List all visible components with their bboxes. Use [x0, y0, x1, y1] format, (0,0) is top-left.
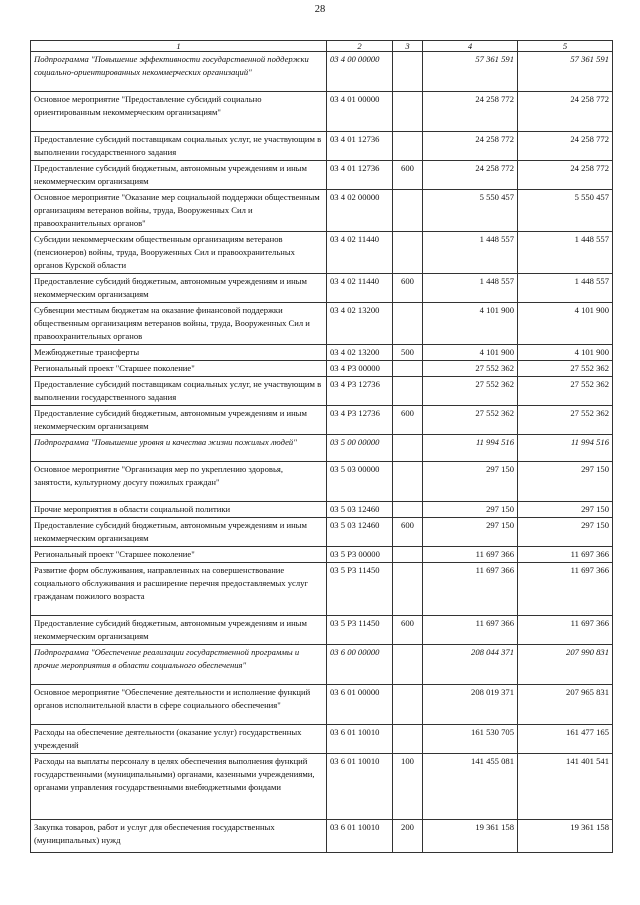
row-name-cell: Региональный проект "Старшее поколение" — [31, 361, 327, 377]
row-amount-year2-cell: 27 552 362 — [518, 361, 613, 377]
row-amount-year1-cell: 1 448 557 — [423, 274, 518, 303]
header-col-5: 5 — [518, 41, 613, 52]
table-row — [31, 820, 613, 853]
row-amount-year2-cell: 19 361 158 — [518, 820, 613, 853]
row-code-cell: 03 6 01 10010 — [327, 820, 393, 853]
row-code-cell: 03 5 P3 00000 — [327, 547, 393, 563]
row-amount-year1-cell: 27 552 362 — [423, 361, 518, 377]
row-code-cell: 03 5 P3 11450 — [327, 563, 393, 616]
table-row — [31, 754, 613, 820]
table-row — [31, 685, 613, 725]
table-row — [31, 161, 613, 190]
row-amount-year1-cell: 11 697 366 — [423, 616, 518, 645]
row-code-cell: 03 4 P3 12736 — [327, 406, 393, 435]
row-expense-type-cell — [393, 563, 423, 616]
row-amount-year1-cell: 27 552 362 — [423, 377, 518, 406]
row-amount-year2-cell: 57 361 591 — [518, 52, 613, 92]
row-expense-type-cell: 500 — [393, 345, 423, 361]
row-code-cell: 03 4 02 13200 — [327, 303, 393, 345]
table-row — [31, 232, 613, 274]
row-code-cell: 03 4 01 00000 — [327, 92, 393, 132]
row-code-cell: 03 6 01 10010 — [327, 754, 393, 820]
row-amount-year1-cell: 1 448 557 — [423, 232, 518, 274]
row-amount-year2-cell: 161 477 165 — [518, 725, 613, 754]
table-body — [31, 52, 613, 853]
row-amount-year2-cell: 207 965 831 — [518, 685, 613, 725]
row-amount-year2-cell: 24 258 772 — [518, 132, 613, 161]
row-name-cell: Основное мероприятие "Оказание мер социальной поддержки общественным организациям ветеранов войны, труда, Вооруженных Сил и правоохранительных органов" — [31, 190, 327, 232]
row-amount-year1-cell: 11 697 366 — [423, 563, 518, 616]
row-name-cell: Подпрограмма "Обеспечение реализации государственной программы и прочие мероприятия в области социального обеспечения" — [31, 645, 327, 685]
row-code-cell: 03 4 02 00000 — [327, 190, 393, 232]
row-code-cell: 03 5 03 12460 — [327, 502, 393, 518]
row-amount-year1-cell: 27 552 362 — [423, 406, 518, 435]
row-name-cell: Предоставление субсидий бюджетным, автономным учреждениям и иным некоммерческим организациям — [31, 616, 327, 645]
row-amount-year1-cell: 208 044 371 — [423, 645, 518, 685]
row-name-cell: Предоставление субсидий бюджетным, автономным учреждениям и иным некоммерческим организациям — [31, 274, 327, 303]
row-amount-year2-cell: 4 101 900 — [518, 303, 613, 345]
row-amount-year2-cell: 5 550 457 — [518, 190, 613, 232]
row-name-cell: Расходы на выплаты персоналу в целях обеспечения выполнения функций государственными (муниципальными) органами, казенными учреждениями, органами управления государственными внебюджетными фондами — [31, 754, 327, 820]
table-row — [31, 361, 613, 377]
header-col-4: 4 — [423, 41, 518, 52]
row-name-cell: Основное мероприятие "Обеспечение деятельности и исполнение функций органов исполнительной власти в сфере социального обеспечения" — [31, 685, 327, 725]
row-name-cell: Предоставление субсидий бюджетным, автономным учреждениям и иным некоммерческим организациям — [31, 161, 327, 190]
table-row — [31, 435, 613, 462]
table-row — [31, 274, 613, 303]
table-row — [31, 190, 613, 232]
row-amount-year1-cell: 297 150 — [423, 518, 518, 547]
row-name-cell: Предоставление субсидий бюджетным, автономным учреждениям и иным некоммерческим организациям — [31, 406, 327, 435]
row-code-cell: 03 6 01 10010 — [327, 725, 393, 754]
row-code-cell: 03 4 01 12736 — [327, 132, 393, 161]
row-expense-type-cell — [393, 685, 423, 725]
row-amount-year1-cell: 4 101 900 — [423, 345, 518, 361]
row-amount-year2-cell: 141 401 541 — [518, 754, 613, 820]
table-row — [31, 502, 613, 518]
row-code-cell: 03 4 02 13200 — [327, 345, 393, 361]
row-name-cell: Основное мероприятие "Предоставление субсидий социально ориентированным некоммерческим организациям" — [31, 92, 327, 132]
header-col-3: 3 — [393, 41, 423, 52]
row-expense-type-cell: 600 — [393, 406, 423, 435]
table-row — [31, 303, 613, 345]
row-amount-year2-cell: 207 990 831 — [518, 645, 613, 685]
row-amount-year1-cell: 297 150 — [423, 462, 518, 502]
row-amount-year2-cell: 297 150 — [518, 518, 613, 547]
row-code-cell: 03 6 01 00000 — [327, 685, 393, 725]
row-name-cell: Субсидии некоммерческим общественным организациям ветеранов (пенсионеров) войны, труда, Вооруженных Сил и правоохранительных органов Курской области — [31, 232, 327, 274]
row-expense-type-cell — [393, 232, 423, 274]
row-amount-year2-cell: 4 101 900 — [518, 345, 613, 361]
row-amount-year1-cell: 24 258 772 — [423, 132, 518, 161]
row-expense-type-cell — [393, 190, 423, 232]
row-name-cell: Предоставление субсидий бюджетным, автономным учреждениям и иным некоммерческим организациям — [31, 518, 327, 547]
row-amount-year2-cell: 27 552 362 — [518, 377, 613, 406]
row-name-cell: Межбюджетные трансферты — [31, 345, 327, 361]
row-name-cell: Предоставление субсидий поставщикам социальных услуг, не участвующим в выполнении государственного задания — [31, 377, 327, 406]
table-row — [31, 547, 613, 563]
row-amount-year1-cell: 19 361 158 — [423, 820, 518, 853]
row-expense-type-cell: 100 — [393, 754, 423, 820]
row-amount-year1-cell: 57 361 591 — [423, 52, 518, 92]
row-expense-type-cell — [393, 645, 423, 685]
row-name-cell: Региональный проект "Старшее поколение" — [31, 547, 327, 563]
row-amount-year1-cell: 11 697 366 — [423, 547, 518, 563]
row-expense-type-cell — [393, 303, 423, 345]
row-expense-type-cell — [393, 725, 423, 754]
row-expense-type-cell — [393, 462, 423, 502]
row-name-cell: Закупка товаров, работ и услуг для обеспечения государственных (муниципальных) нужд — [31, 820, 327, 853]
row-amount-year1-cell: 297 150 — [423, 502, 518, 518]
row-amount-year2-cell: 11 697 366 — [518, 563, 613, 616]
row-amount-year2-cell: 297 150 — [518, 462, 613, 502]
row-code-cell: 03 4 02 11440 — [327, 232, 393, 274]
page-number: 28 — [314, 4, 326, 15]
row-code-cell: 03 4 P3 00000 — [327, 361, 393, 377]
row-name-cell: Расходы на обеспечение деятельности (оказание услуг) государственных учреждений — [31, 725, 327, 754]
row-amount-year1-cell: 11 994 516 — [423, 435, 518, 462]
row-amount-year2-cell: 24 258 772 — [518, 161, 613, 190]
row-expense-type-cell: 600 — [393, 274, 423, 303]
row-name-cell: Субвенции местным бюджетам на оказание финансовой поддержки общественным организациям ветеранов войны, труда, Вооруженных Сил и правоохранительных органов — [31, 303, 327, 345]
row-amount-year2-cell: 1 448 557 — [518, 232, 613, 274]
table-row — [31, 616, 613, 645]
row-amount-year1-cell: 5 550 457 — [423, 190, 518, 232]
row-code-cell: 03 4 P3 12736 — [327, 377, 393, 406]
row-expense-type-cell — [393, 435, 423, 462]
row-code-cell: 03 5 03 12460 — [327, 518, 393, 547]
row-name-cell: Предоставление субсидий поставщикам социальных услуг, не участвующим в выполнении государственного задания — [31, 132, 327, 161]
row-amount-year1-cell: 161 530 705 — [423, 725, 518, 754]
row-expense-type-cell — [393, 52, 423, 92]
row-expense-type-cell: 600 — [393, 161, 423, 190]
table-row — [31, 518, 613, 547]
row-expense-type-cell — [393, 361, 423, 377]
table-row — [31, 92, 613, 132]
table-row — [31, 377, 613, 406]
row-code-cell: 03 5 P3 11450 — [327, 616, 393, 645]
row-expense-type-cell — [393, 377, 423, 406]
row-code-cell: 03 6 00 00000 — [327, 645, 393, 685]
budget-table — [30, 40, 613, 853]
table-header-row — [31, 41, 613, 52]
row-amount-year2-cell: 1 448 557 — [518, 274, 613, 303]
row-code-cell: 03 4 02 11440 — [327, 274, 393, 303]
row-name-cell: Подпрограмма "Повышение эффективности государственной поддержки социально-ориентированных некоммерческих организаций" — [31, 52, 327, 92]
row-name-cell: Прочие мероприятия в области социальной политики — [31, 502, 327, 518]
row-amount-year1-cell: 24 258 772 — [423, 161, 518, 190]
row-code-cell: 03 5 03 00000 — [327, 462, 393, 502]
row-amount-year2-cell: 11 697 366 — [518, 616, 613, 645]
row-amount-year2-cell: 24 258 772 — [518, 92, 613, 132]
row-name-cell: Основное мероприятие "Организация мер по укреплению здоровья, занятости, культурному досугу пожилых граждан" — [31, 462, 327, 502]
row-expense-type-cell — [393, 132, 423, 161]
table-row — [31, 406, 613, 435]
table-row — [31, 52, 613, 92]
row-amount-year1-cell: 4 101 900 — [423, 303, 518, 345]
header-col-2: 2 — [327, 41, 393, 52]
row-amount-year1-cell: 141 455 081 — [423, 754, 518, 820]
row-expense-type-cell: 600 — [393, 616, 423, 645]
row-expense-type-cell — [393, 502, 423, 518]
row-expense-type-cell: 200 — [393, 820, 423, 853]
row-amount-year2-cell: 11 994 516 — [518, 435, 613, 462]
row-expense-type-cell — [393, 92, 423, 132]
table-row — [31, 563, 613, 616]
table-row — [31, 132, 613, 161]
row-expense-type-cell: 600 — [393, 518, 423, 547]
header-col-1: 1 — [31, 41, 327, 52]
row-code-cell: 03 5 00 00000 — [327, 435, 393, 462]
row-amount-year1-cell: 24 258 772 — [423, 92, 518, 132]
table-row — [31, 345, 613, 361]
row-amount-year2-cell: 11 697 366 — [518, 547, 613, 563]
row-amount-year2-cell: 27 552 362 — [518, 406, 613, 435]
row-name-cell: Развитие форм обслуживания, направленных на совершенствование социального обслуживания и расширение перечня предоставляемых услуг гражданам пожилого возраста — [31, 563, 327, 616]
row-amount-year1-cell: 208 019 371 — [423, 685, 518, 725]
row-code-cell: 03 4 00 00000 — [327, 52, 393, 92]
row-code-cell: 03 4 01 12736 — [327, 161, 393, 190]
table-row — [31, 462, 613, 502]
row-name-cell: Подпрограмма "Повышение уровня и качества жизни пожилых людей" — [31, 435, 327, 462]
table-row — [31, 645, 613, 685]
table-row — [31, 725, 613, 754]
row-amount-year2-cell: 297 150 — [518, 502, 613, 518]
row-expense-type-cell — [393, 547, 423, 563]
